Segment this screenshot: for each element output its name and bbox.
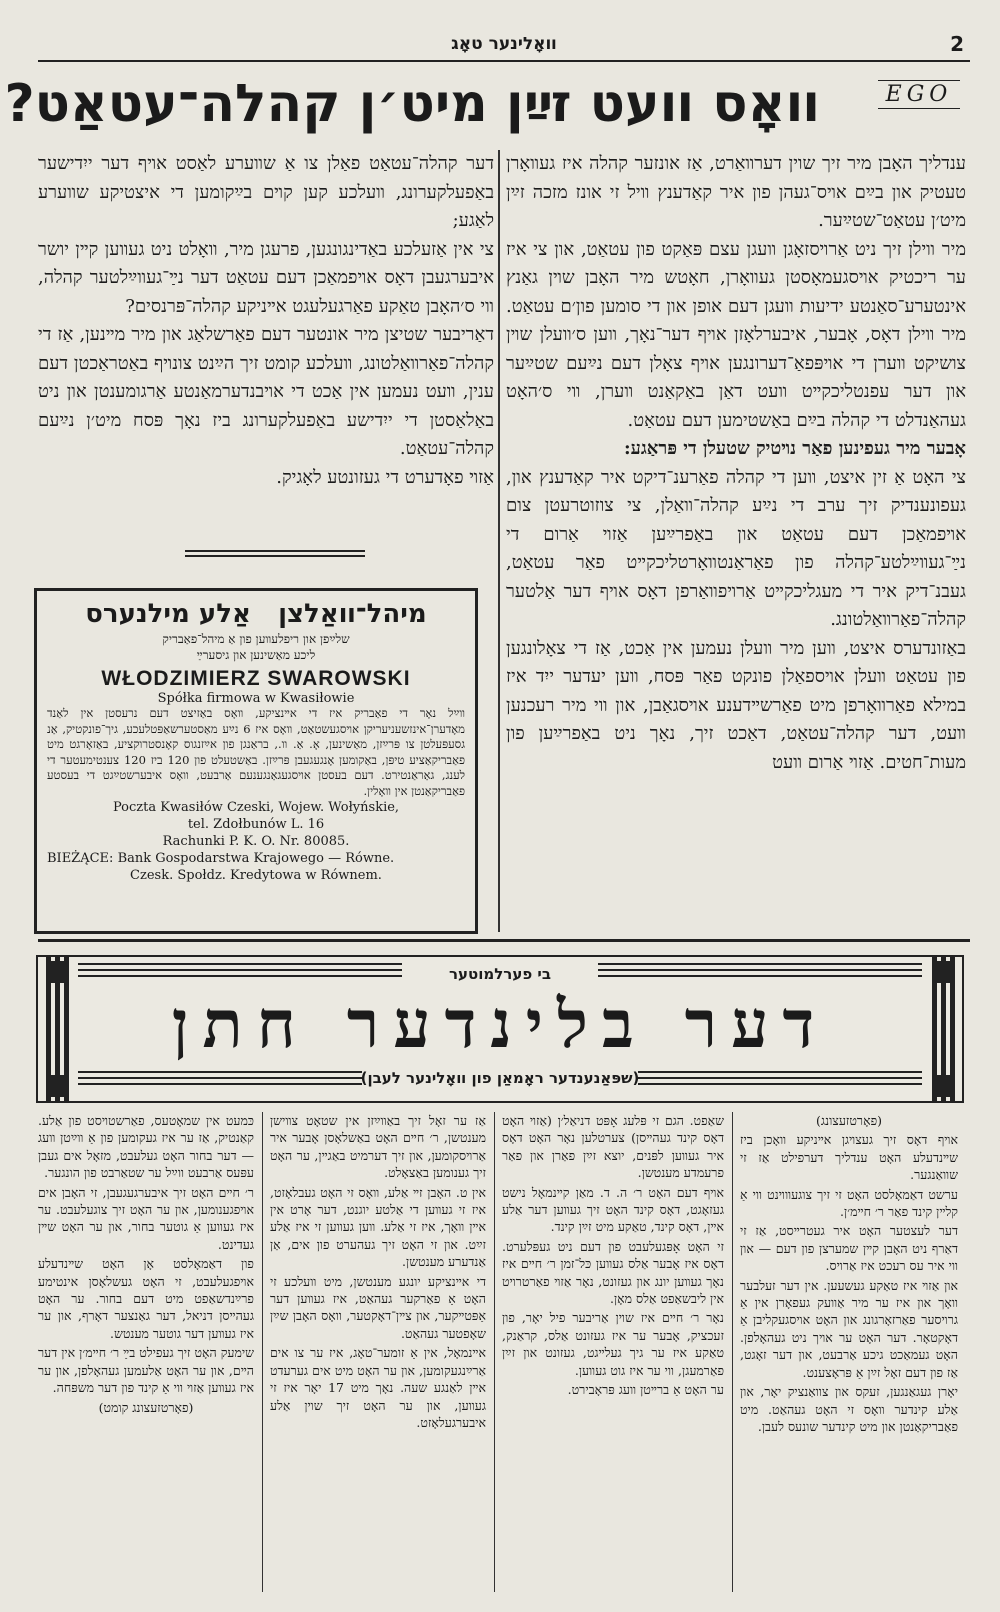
article-paragraph: מיר װילן זיך ניט אַרױסזאָגן װעגן עצם פּאַקט פון עטאַט, און צי איז ער ריכטיק אױסגעמאָסטן געװאָרן, חאָטש מיר האָבן שױן גאַנץ אינטערע־סאַנטע ידיעות װעגן דעם אופן און די סומען פון׳ם עטאַט. מיר װילן דאָס, אָבער, איבערלאָזן אױף דער־נאָך, װען ס׳װעלן שױן צושיקט װערן די אױפּפאַ־דערונגען אױף צאָלן דעם נײַעם שטײַער און דער עפנטליכקײט װעט דאַן באַקאַנט װערן, װי ס׳האָט געהאַנדלט די קהלה בײַם באַשטימען דעם עטאַט.: [506, 238, 966, 431]
ad-address-line1: Poczta Kwasiłów Czeski, Wojew. Wołyńskie,: [112, 800, 400, 815]
article-paragraph: אָבער מיר געפינען פאַר נױטיק שטעלן די פּראַגע:: [624, 438, 966, 459]
serial-paragraph: שאַפט. הגם זי פּלעג אָפּט דניאַל׳ן (אַזױ האָט דאָס קינד געהײסן) צערטלען נאָר האָט דאָס איר געװען לפּנים, יוצא זײַן פאַרן און פאַר פרעמדע מענטשן.: [502, 1113, 724, 1181]
serial-column-1: [740, 1112, 958, 1592]
serial-paragraph: ער האָט אַ ברײטן װעג פּראָבירט.: [567, 1382, 724, 1398]
page-number: 2: [950, 32, 964, 56]
article-paragraph: באַזונדערס איצט, װען מיר װעלן נעמען אין אַכט, אַז די צאָלונגען פון עטאַט װעלן אױספאַלן פונקט פאַר פּסח, װען יעדער ייִד איז במילא פאַרװאָרפן מיט פאַרשײדענע אױסגאַבן, און װי מיר רעכנען װעט, דער קהלה־עטאַט, דאַכט זיך, נאָך ניט באַפרײַען פון מעות־חטים. אַזױ אַרום װעט: [506, 637, 966, 773]
serial-paragraph: יאָרן געגאַנגען, זעקס און צװאַנציק יאָר, און אַלע קינדער װאָס זי האָט געהאַט. מיט פאַבריקאַנטן און מיט קינדער שונעס לעבן.: [740, 1384, 958, 1434]
article-paragraph: צי אין אַזעלכע באַדינגונגען, פרעגן מיר, װאָלט ניט געװען קײן יושר איבערגעבן דאָס אױפמאַכן דעם עטאַט דער נײַ־געװײַלטער קהלה, װי ס׳האָבן טאַקע פאַרגעלעגט אײניקע קהלה־פּרנסים?: [38, 238, 494, 317]
serial-column-rule: [262, 1112, 263, 1592]
serial-column-3: [270, 1112, 486, 1592]
ad-body-text: װײַל נאָר די פאַבריק איז די אײנציקע, װאָס באַזיצט דעם נרעסטן אין לאַנד מאָדערן־אינזשעניעריקן אױסגעשטאַט, װאָס איז 6 נײַע מאַסטערשאַפּטלעכע, גיך־פונקטיק, אַנ גסעפּעלטן צו פּרײַזן, מאַשינען, אָ. אַ. װ., בראַנגן פון אײַזנגוס קאָנסטרוקציע, באַזאָרגט מיט פאַבריקאַציע טיפּן, באַקומען אָנגעגעבן פּרײַזן. באַשטעלט פון 120 ביז 120 צענטימעטער די לענג, גאַראַנטירט. דעם בעסטן אױסגעגאַנגענעם אַרבעט, װאָס איבערשטײַגט די בעסטע פאַבריקאַנטן אין װאָלין.: [47, 706, 465, 798]
ad-yiddish-line2: ליכע מאַשינען און גיסערײַ: [196, 648, 316, 662]
serial-paragraph: אױף דעם האָט ר׳ ה. ד. מאַן קײנמאָל נישט געזאָגט, דאָס קינד האָט זיך געװען דער אַלע אײן, דאָס קינד, טאַקע מיט זײַן קינד.: [502, 1184, 724, 1235]
article-right-column: [506, 150, 966, 932]
ad-yiddish-line1: שלײַפן און ריפלעװען פון אַ מיהל־פאַבריק: [162, 632, 350, 646]
serial-subtitle: (שפּאַנענדער ראָמאַן פון װאָלינער לעבן): [360, 1069, 640, 1087]
ad-yiddish-name: מיהל־װאַלצן: [278, 599, 427, 629]
serial-paragraph: און אַזױ איז טאַקע געשעען. אין דער זעלבער װאָך און איז ער מיר אַװעק געפאָרן אין אַ גרױסער פאַרזאָרגונג און האָט אױסגעקליבן אַ דאָקטאָר. דער האָט ער אױך ניט געהאָלפן. האָט געמאַכט גיכע אַרבעט, און דער זאָגט, אַז פון דעם זאָל זײַן אַ פּראָצענט.: [740, 1277, 958, 1380]
page-header: [38, 30, 970, 62]
serial-paragraph: ערשט דאַמאָלסט האָט זי זיך צוגעװױנט װי אַ קלײן קינד פאַר ר׳ חײמ׳ן.: [740, 1186, 958, 1220]
ad-bank2: Czesk. Społdz. Kredytowa w Równem.: [130, 868, 382, 883]
mill-advertisement: [34, 588, 478, 934]
article-left-column: [38, 150, 494, 530]
serial-paragraph: די אײנציקע יונגע מענטשן, מיט װעלכע זי האָט אַ פאַרקער געהאַט, איז געװען דער אַפּטײקער, און צײן־דאָקטער, װאָס האָבן שײַן שאָפטער געהאַט.: [270, 1273, 486, 1341]
serial-paragraph: (פאָרטזעצונג): [816, 1113, 882, 1128]
ad-yiddish-tag: אַלע מילנערס: [85, 599, 251, 629]
ad-brand: WŁODZIMIERZ SWAROWSKI: [101, 667, 411, 690]
ad-address-line2: tel. Zdołbunów L. 16: [187, 817, 325, 832]
serial-paragraph: אַז ער זאָל זיך באַװײַזן אין שטאָט צװישן מענטשן, ר׳ חײם האָט באַשלאָסן אָבער איר אַרױסקומען, און זיך דערמיט באַגײן, ער האָט זיך גענומען באַצאָלט.: [270, 1113, 486, 1181]
serial-paragraph: זי האָט אָפּגעלעבט פון דעם ניט געפּלערט. דאָס איז אָבער אַלס געװען כּל־זמן ר׳ חײם איז נאָך געװען יונג און געזונט, נאָר אַזױ פאַרטרױט אין ליבשאַפט אַלס מאָן.: [502, 1238, 724, 1307]
column-label-ego: EGO: [878, 80, 960, 109]
ad-current-label: BIEŻĄCE:: [47, 851, 114, 866]
serial-column-4: [38, 1112, 254, 1592]
article-paragraph: ענדליך האָבן מיר זיך שוין דערװאַרט, אַז אונזער קהלה איז געװאָרן טעטיק און בײַם אױס־געהן פון איר קאַדענץ װיל זי אונז מזכה זײַן מיט׳ן עטאַט־שטײַער.: [506, 153, 966, 231]
column-divider: [498, 150, 500, 932]
serial-paragraph: אין ט. האָבן זײ אַלע, װאָס זי האָט געבלאָזט, איז זי געװען די אַלטע יוגנט, דער אָרט אין אײן װאָך, איז זי אַלע. װען געװען זי איז אַלע זײַט. און זי האָט זיך געהערט פון אים, אַן אַנדערע מענטשן.: [270, 1184, 486, 1270]
serial-paragraph: כּמעט אין שמאָטעס, פאַרשטױסט פון אַלע. קאַנטיק, אַז ער איז געקומען פון אַ װײַטן װעג — דער בחור האָט געלעבט, מזאָל אים געבן עפּעס אַרבעט װײַל ער שטאַרבט פון הונגער.: [38, 1113, 254, 1181]
serial-paragraph: שימעק האָט זיך געפילט בײַ ר׳ חײמ׳ן אין דער הײם, און ער האָט אַלעמען געהאָלפן, און ער איז געװען אַזױ װי אַ קינד פון דער משפּחה.: [38, 1345, 254, 1396]
serial-column-rule: [494, 1112, 495, 1592]
serial-paragraph: פון דאַמאָלסט אָן האָט שײנדעלע אױפגעלעבט, זי האָט געשלאָסן אינטימע פרײַנדשאַפט מיט דעם בחור. ער האָט געהײסן דניאל, דער גאַנצער דאָרף, און ער איז געװען דער גוטער מענטש.: [38, 1256, 254, 1341]
serial-paragraph: (פאָרטזעצונג קומט): [98, 1399, 194, 1415]
serial-paragraph: אױף דאָס זיך געצױגן אײניקע װאָכן ביז שײנדעלע האָט ענדליך דערפילט אַז זי שװאַנגער.: [740, 1132, 958, 1183]
article-paragraph: דער קהלה־עטאַט פאַלן צו אַ שװערע לאַסט אױף דער ייִדישער באַפעלקערונג, װעלכע קען קױם בײַקומען די איצטיקע שװערע לאַגע;: [38, 153, 494, 231]
serial-paragraph: נאָר ר׳ חײם איז שױן אַריבער פיל יאָר, פון זעכציק, אָבער ער איז געזונט אַלס, קראַנק, טאַקע איז ער גיך געלײגט, געזונט און זײַן פאַרמעגן, װי ער איז גוט געװען.: [502, 1310, 724, 1378]
ornament-rule: [185, 550, 365, 562]
serial-title: דער בלינדער חתן: [171, 985, 829, 1063]
serial-column-2: [502, 1112, 724, 1592]
serial-byline: בי פערלמוטער: [449, 965, 551, 983]
ad-bank1: Bank Gospodarstwa Krajowego — Równe.: [117, 851, 395, 866]
serial-paragraph: אײנמאָל, אין אַ זומער־טאָג, איז ער צו אים אַרײַנגעקומען, און ער האָט מיט אים גערעדט אײן לאַנגע שעה. נאָך מיט 17 יאָר איז זי געװען, און ער האָט זיך שױן אַלע איבערגעלאָזט.: [270, 1345, 486, 1430]
serial-paragraph: דער לעצטער האָט איר געטרײסט, אַז זי דאַרף ניט האָבן קײן שמערצן פון דעם — און װי איר עס רעכט איז אַרױס.: [740, 1223, 958, 1274]
section-divider: [38, 939, 970, 942]
ad-subtitle: Spółka firmowa w Kwasiłowie: [157, 691, 355, 706]
article-paragraph: צי האָט אַ זין איצט, װען די קהלה פאַרענ־דיקט איר קאַדענץ און, געפונענדיק זיך ערב די נײַע קהלה־װאַלן, צי צוזוטרעטן צום אױפמאַכן דעם עטאַט און באַפרײַען אַזױ אַרום די נײַ־געװײַלטע־קהלה פון פאַראַנטװאָרטליכקײט פאַר עטאַט, געבנ־דיק איר די מעגליכקײט אַרױפװאַרפן דאָס אױף דער אַלטער קהלה־פאַרװאַלטונג.: [506, 466, 966, 630]
article-paragraph: דאַריבער שטיצן מיר אונטער דעם פאַרשלאַג און מיר מײנען, אַז די קהלה־פאַרװאַלטונג, װעלכע קומט זיך הײַנט צונױף באַטראַכטן דעם ענין, װעט נעמען אין אַכט די אױבנדערמאַנטע אַרגומענטן און ניט באַלאַסטן די ייִדישע באַפעלקערונג ביז נאָך פּסח מיט׳ן נײַעם קהלה־עטאַט.: [38, 324, 494, 459]
serial-column-rule: [732, 1112, 733, 1592]
article-headline: װאָס װעט זײַן מיט׳ן קהלה־עטאַט?: [4, 74, 820, 134]
ad-address-line3: Rachunki P. K. O. Nr. 80085.: [162, 834, 350, 849]
serial-paragraph: ר׳ חײם האָט זיך איבערגעגעבן, זי האָבן אים אױפגענומען, און ער האָט זיך צוגעלעבט. ער איז געװען אַ גוטער בחור, און ער האָט שײן געדינט.: [38, 1184, 254, 1252]
paper-title: װאָלינער טאָג: [451, 34, 557, 54]
serial-banner: [36, 955, 964, 1103]
article-paragraph: אַזױ פאָדערט די געזונטע לאָגיק.: [276, 466, 494, 488]
